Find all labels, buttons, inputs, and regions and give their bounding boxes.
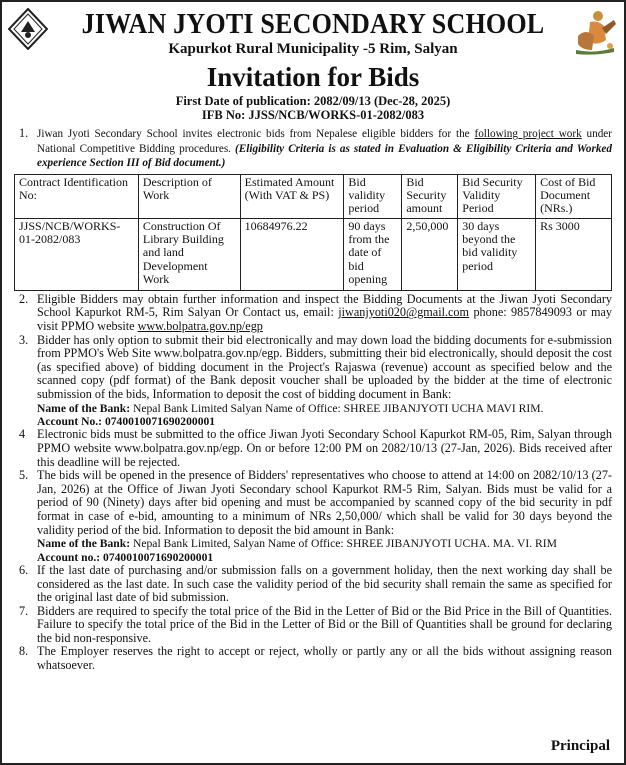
clause-number: 6. <box>19 562 29 577</box>
bank-label: Name of the Bank: <box>37 401 131 415</box>
clause-8: 8. The Employer reserves the right to accept or reject, wholly or partly any or all the bids without assigning reason whatsoever. <box>19 644 612 673</box>
header <box>2 2 624 123</box>
table-cell: Rs 3000 <box>536 218 612 290</box>
table-header-cell: Bid Security amount <box>402 174 458 218</box>
clause-4: 4 Electronic bids must be submitted to the office Jiwan Jyoti Secondary School Kapurkot RM-05, Rim, Salyan through PPMO website www.bolpatra.gov.np/egp. On or before 12:00 PM on 2082/10/13 (27-Jan, 2026). Bids received after this deadline will be rejected. <box>19 427 612 469</box>
eligibility-note: (Eligibility Criteria is as stated in Evaluation & Eligibility Criteria and Worked experience Section III of Bid document.) <box>37 142 612 170</box>
document-title: Invitation for Bids <box>206 62 420 92</box>
email-link[interactable]: jiwanjyoti020@gmail.com <box>338 305 469 320</box>
table-cell: 10684976.22 <box>240 218 344 290</box>
table-header-cell: Description of Work <box>138 174 240 218</box>
clause-number: 2. <box>19 291 29 306</box>
clause-number: 3. <box>19 332 29 347</box>
clause-number: 1. <box>19 126 29 140</box>
table-cell: Construction Of Library Building and land Development Work <box>138 218 240 290</box>
account-number-2: Account no.: 0740010071690200001 <box>37 550 214 564</box>
bid-table <box>14 174 612 291</box>
project-work-link[interactable]: following project work <box>474 128 582 140</box>
clause-number: 5. <box>19 468 29 483</box>
clause-3: 3. Bidder has only option to submit their bid electronically and may down load the bidding documents for e-submission from PPMO's Web Site www.bolpatra.gov.np/egp. Bidders, submitting their bid electronically, should deposit the cost (as specified above) of bidding document in the Project's Rajaswa (revenue) account as specified below and the scanned copy (pdf format) of the Bank deposit voucher shall be uploaded by the bidder at the time of electronic submission of the bids, Information to deposit the cost of bidding document in Bank: <box>19 332 612 401</box>
clause-2: 2. Eligible Bidders may obtain further information and inspect the Bidding Documents at the Jiwan Jyoti Secondary School Kapurkot RM-5, Rim Salyan Or Contact us, email: jiwanjyoti020@gmail.com phone: 9857849093 or may visit PPMO website www.bolpatra.gov.np/egp <box>19 291 612 333</box>
clause-6: 6. If the last date of purchasing and/or submission falls on a government holiday, then the next working day shall be considered as the last date. In such case the validity period of the bid security shall remain the same as specified for the original last date of bid submission. <box>19 562 612 605</box>
clause-number: 7. <box>19 603 29 618</box>
table-cell: 30 days beyond the bid validity period <box>458 218 536 290</box>
table-header-cell: Cost of Bid Document (NRs.) <box>536 174 612 218</box>
table-cell: JJSS/NCB/WORKS-01-2082/083 <box>15 218 139 290</box>
school-name: JIWAN JYOTI SECONDARY SCHOOL <box>81 9 545 40</box>
website-link[interactable]: www.bolpatra.gov.np/egp <box>137 318 263 333</box>
table-header-cell: Bid validity period <box>344 174 402 218</box>
table-header-cell: Bid Security Validity Period <box>458 174 536 218</box>
account-number-1: Account No.: 0740010071690200001 <box>37 414 216 428</box>
table-cell: 90 days from the date of bid opening <box>344 218 402 290</box>
clause-number: 8. <box>19 644 29 659</box>
signatory: Principal <box>550 738 610 754</box>
clause-7: 7. Bidders are required to specify the total price of the Bid in the Letter of Bid or the Bid Price in the Bill of Quantities. Failure to specify the total price of the Bid in the Letter of Bid or the Bill of Quantities shall be ground for declaring the bid non-responsive. <box>19 603 612 645</box>
ifb-number: IFB No: JJSS/NCB/WORKS-01-2082/083 <box>201 108 425 122</box>
table-cell: 2,50,000 <box>402 218 458 290</box>
bank-info-1: Name of the Bank: Nepal Bank Limited Salyan Name of Office: SHREE JIBANJYOTI UCHA MAVI RIM. <box>37 401 544 415</box>
clause-number: 4 <box>19 427 26 442</box>
table-header-row <box>15 174 612 218</box>
clause-5: 5. The bids will be opened in the presence of Bidders' representatives who choose to attend at 14:00 on 2082/10/13 (27-Jan, 2026) at the Office of Jiwan Jyoti Secondary school Kapurkot RM-5 Rim, Salyan. Bids must be valid for a period of 90 (Ninety) days after bid opening and must be accompanied by scanned copy of the bid security in pdf format in case of e-bid, amounting to a minimum of NRs 2,50,000/ which shall be valid for 30 days beyond the validity period of the bid. Information to deposit the bid amount in Bank: <box>19 468 612 537</box>
table-header-cell: Contract Identification No: <box>15 174 139 218</box>
publication-date: First Date of publication: 2082/09/13 (Dec-28, 2025) <box>175 94 451 108</box>
clause-1: 1. Jiwan Jyoti Secondary School invites electronic bids from Nepalese eligible bidders for the following project work under National Competitive Bidding procedures. (Eligibility Criteria is as stated in Evaluation & Eligibility Criteria and Worked experience Section III of Bid document.) <box>19 126 612 170</box>
bank-label: Name of the Bank: <box>37 537 131 551</box>
table-row <box>15 218 612 290</box>
bank-info-2: Name of the Bank: Nepal Bank Limited, Salyan Name of Office: SHREE JIBANJYOTI UCHA. MA. VI. RIM <box>37 537 557 551</box>
table-header-cell: Estimated Amount (With VAT & PS) <box>240 174 344 218</box>
municipality: Kapurkot Rural Municipality -5 Rim, Salyan <box>168 41 458 57</box>
